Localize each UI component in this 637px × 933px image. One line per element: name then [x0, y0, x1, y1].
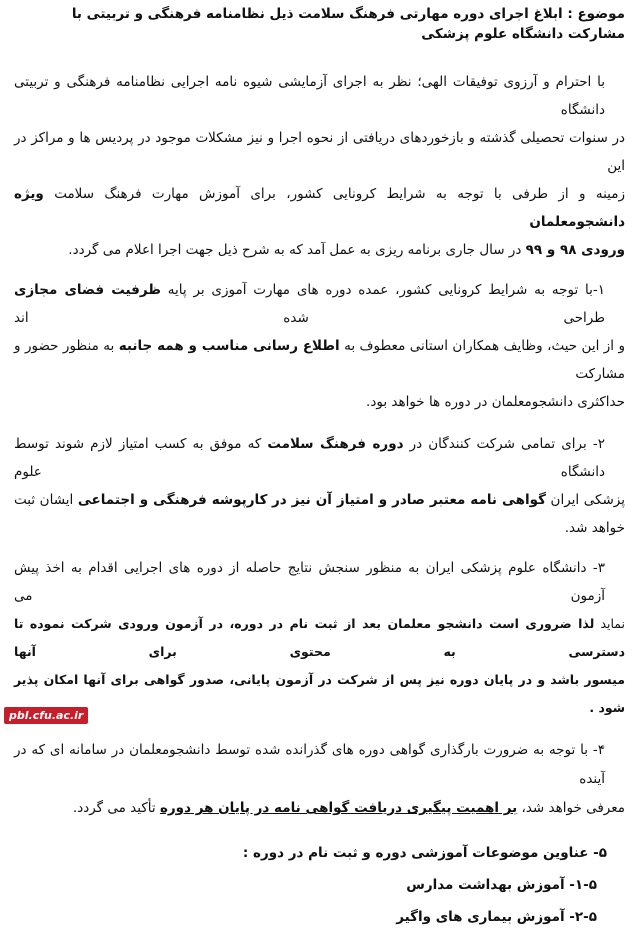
item-3-line-3: میسور باشد و در پایان دوره نیز پس از شرکت در آزمون پایانی، صدور گواهی برای آنها امکان پذیر شود . [14, 672, 625, 715]
item-1-line-1: ۱-با توجه به شرایط کرونایی کشور، عمده دوره های مهارت آموزی بر پایه ظرفیت فضای مجازی طراحی شده اند [14, 282, 605, 326]
item-1-paragraph [14, 276, 625, 416]
item-5-sub-1: ۱-۵- آموزش بهداشت مدارس [406, 877, 597, 893]
intro-line-1: با احترام و آرزوی توفیقات الهی؛ نظر به اجرای آزمایشی شیوه نامه اجرایی نظامنامه فرهنگی و تربیتی دانشگاه [14, 74, 605, 118]
letter-subject: موضوع : ابلاغ اجرای دوره مهارتی فرهنگ سلامت ذیل نظامنامه فرهنگی و تربیتی با مشارکت دانشگاه علوم پزشکی [71, 6, 625, 42]
intro-line-4: ورودی ۹۸ و ۹۹ در سال جاری برنامه ریزی به عمل آمد که به شرح ذیل جهت اجرا اعلام می گردد. [68, 242, 625, 258]
item-2-line-2: پزشکی ایران گواهی نامه معتبر صادر و امتیاز آن نیز در کارپوشه فرهنگی و اجتماعی ایشان ثبت خواهد شد. [14, 492, 625, 536]
item-3-paragraph [14, 554, 625, 722]
item-4-line-2: معرفی خواهد شد، بر اهمیت پیگیری دریافت گواهی نامه در پایان هر دوره تأکید می گردد. [72, 800, 625, 816]
item-4-line-1: ۴- با توجه به ضرورت بارگذاری گواهی دوره های گذرانده شده توسط دانشجومعلمان در سامانه ای که در آینده [14, 742, 605, 787]
intro-line-3: زمینه و از طرفی با توجه به شرایط کرونایی کشور، برای آموزش مهارت فرهنگ سلامت ویژه دانشجومعلمان [14, 186, 625, 230]
item-2-paragraph [14, 430, 625, 542]
letter-document [14, 0, 625, 933]
intro-emphasis-2: ورودی ۹۸ و ۹۹ [525, 242, 625, 258]
item-5-heading: ۵- عناوین موضوعات آموزشی دوره و ثبت نام در دوره : [242, 845, 607, 861]
item-1-line-2: و از این حیث، وظایف همکاران استانی معطوف به اطلاع رسانی مناسب و همه جانبه به منظور حضور و مشارکت [14, 338, 626, 382]
item-3-line-2: نماید لذا ضروری است دانشجو معلمان بعد از ثبت نام در دوره، در آزمون ورودی شرکت نموده تا دسترسی به محتوی برای آنها [14, 616, 625, 659]
intro-line-2: در سنوات تحصیلی گذشته و بازخوردهای دریافتی از نحوه اجرا و نیز مشکلات موجود در پردیس ها و مراکز در این [14, 130, 625, 174]
item-3-line-1: ۳- دانشگاه علوم پزشکی ایران به منظور سنجش نتایج حاصله از دوره های اجرایی اقدام به اخذ پیش آزمون می [14, 560, 605, 604]
intro-emphasis-1: ویژه دانشجومعلمان [14, 186, 625, 230]
item-4-paragraph [14, 736, 625, 823]
item-1-line-3: حداکثری دانشجومعلمان در دوره ها خواهد بود. [366, 394, 625, 410]
site-watermark: pbl.cfu.ac.ir [4, 707, 88, 724]
item-2-line-1: ۲- برای تمامی شرکت کنندگان در دوره فرهنگ سلامت که موفق به کسب امتیاز لازم شوند توسط دانشگاه علوم [14, 436, 605, 480]
item-5-sub-2: ۲-۵- آموزش بیماری های واگیر [396, 909, 597, 925]
item-4-underlined-emphasis: بر اهمیت پیگیری دریافت گواهی نامه در پایان هر دوره [159, 800, 518, 816]
intro-paragraph [14, 68, 625, 264]
